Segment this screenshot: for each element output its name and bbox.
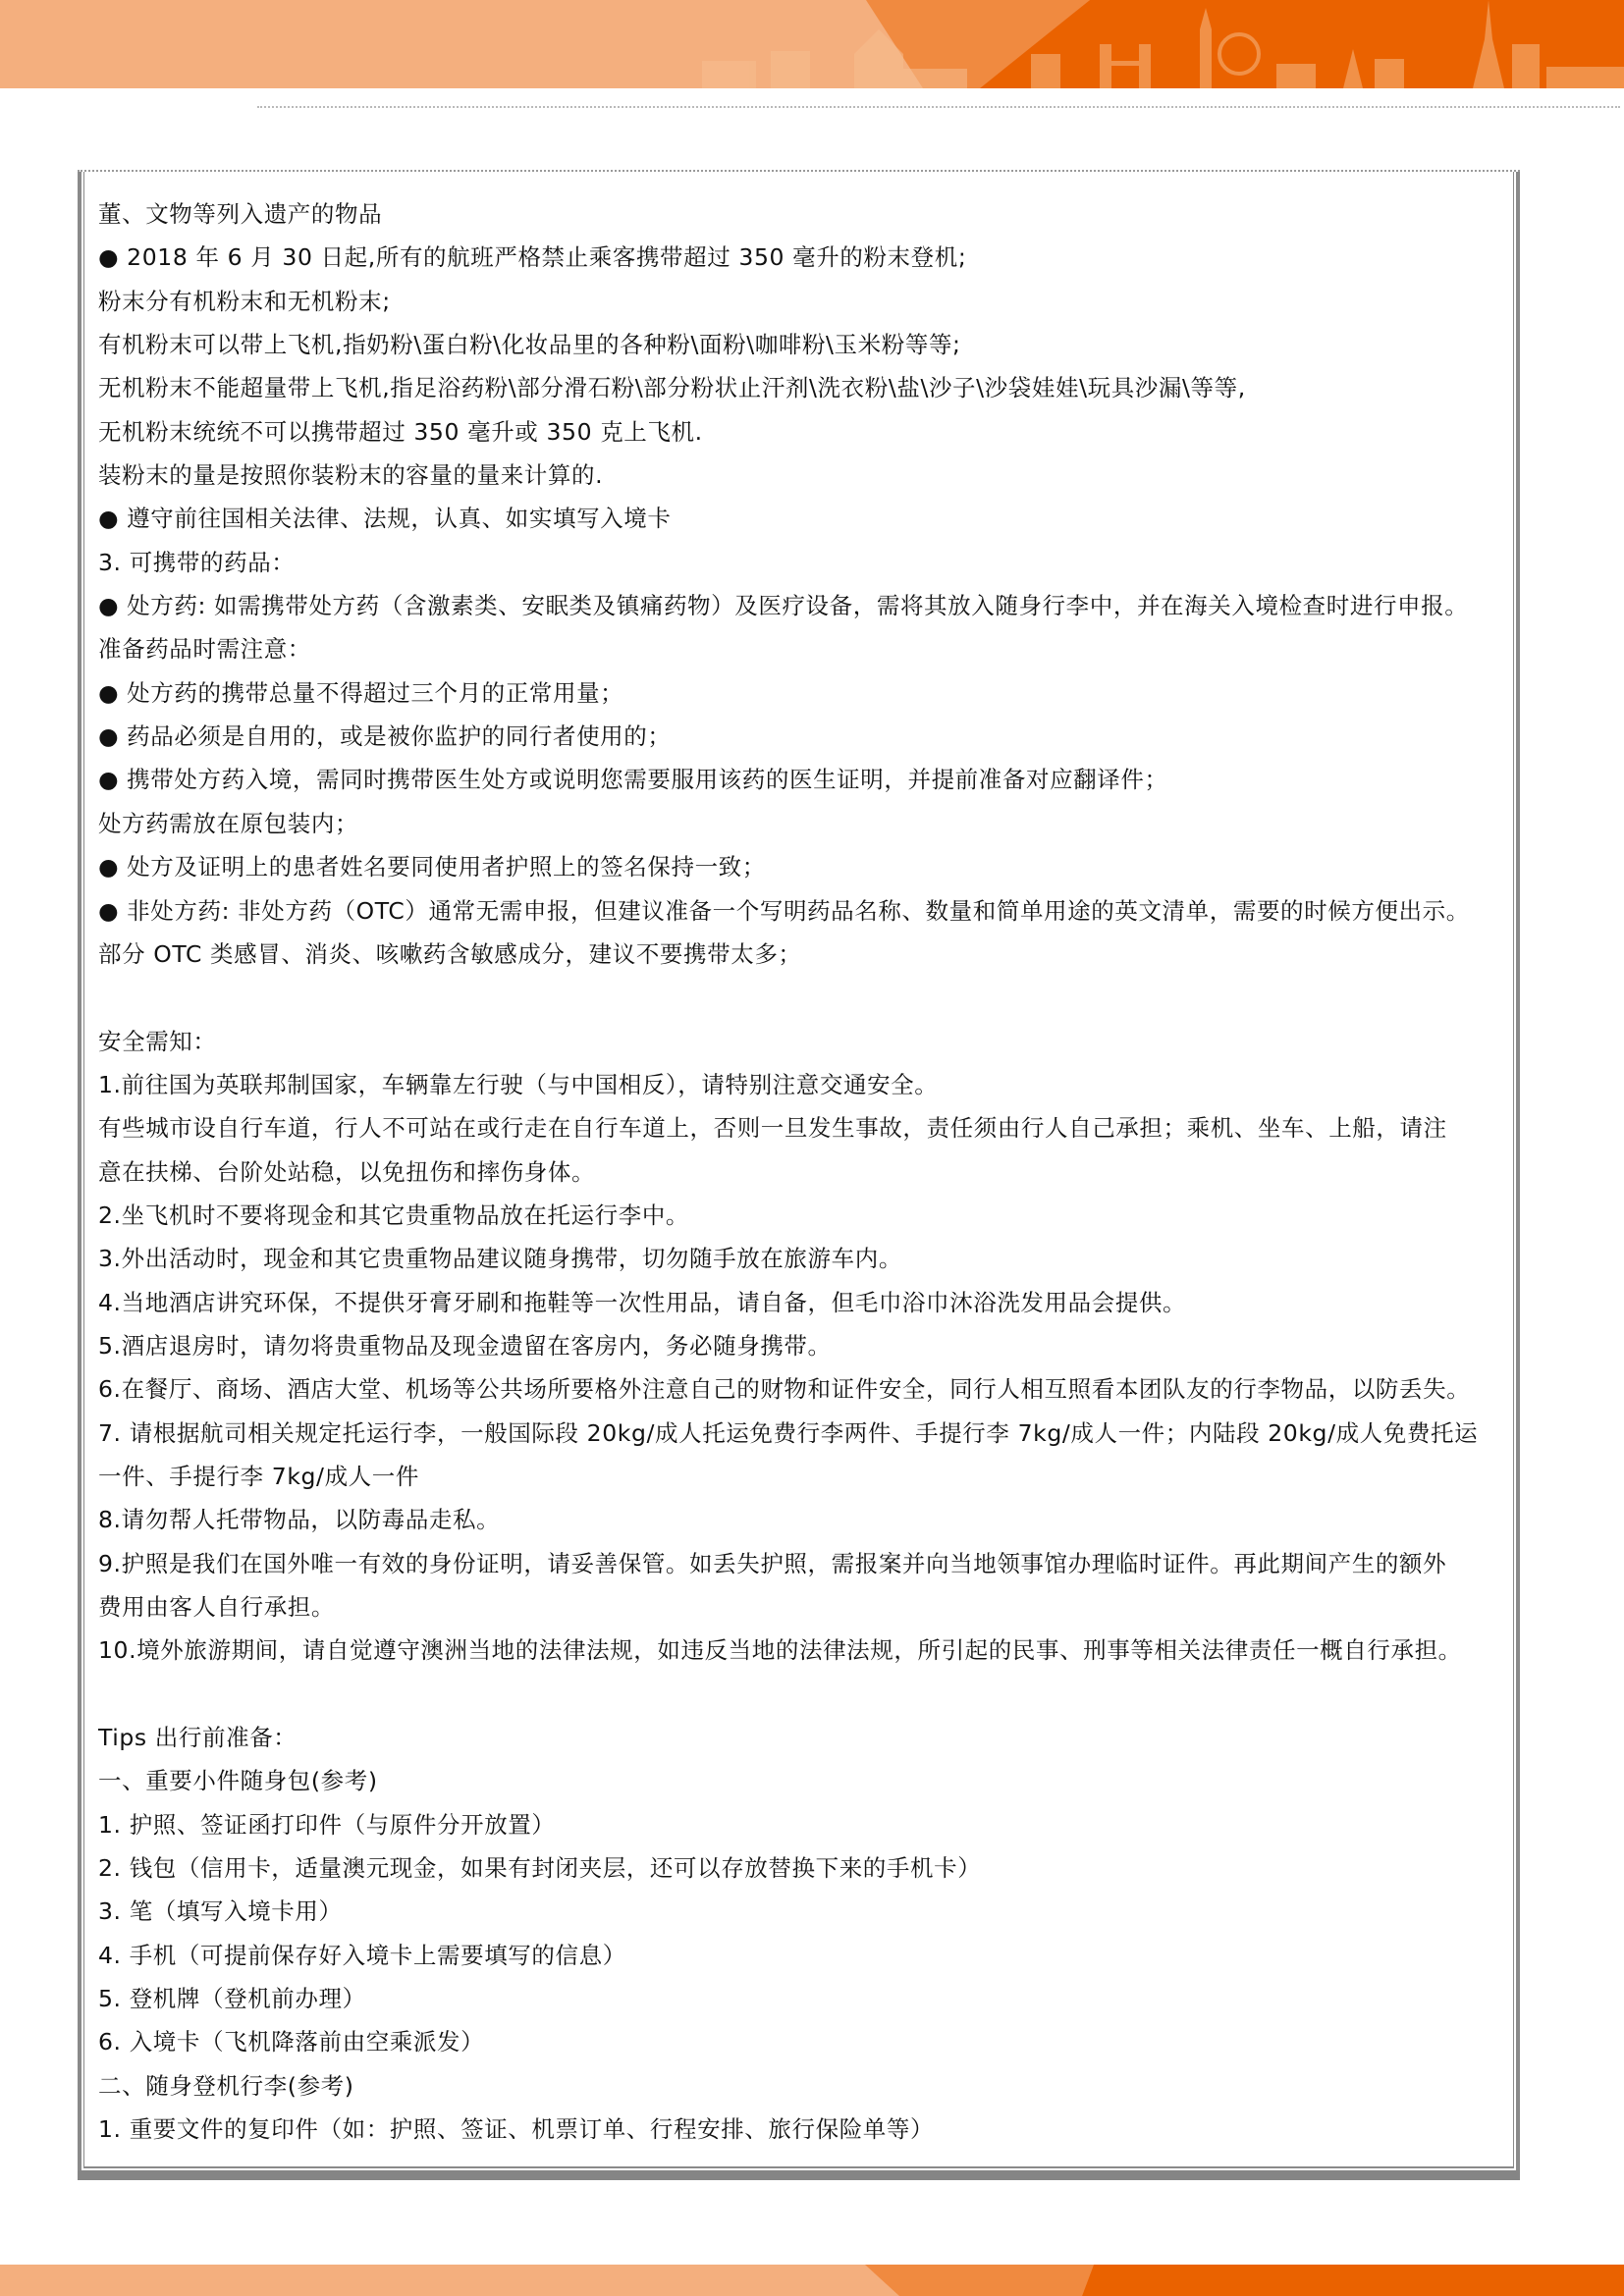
text-line: ● 处方及证明上的患者姓名要同使用者护照上的签名保持一致； — [98, 853, 766, 881]
frame-right-inner-border — [1513, 172, 1514, 2168]
text-line: 粉末分有机粉末和无机粉末; — [98, 287, 391, 315]
text-line: 9.护照是我们在国外唯一有效的身份证明，请妥善保管。如丢失护照，需报案并向当地领事馆办理临时证件。再此期间产生的额外 — [98, 1549, 1447, 1577]
document-body — [98, 192, 1512, 2151]
text-line: 二、随身登机行李(参考) — [98, 2071, 354, 2100]
text-line: 1. 护照、签证函打印件（与原件分开放置） — [98, 1810, 556, 1839]
text-line: 1.前往国为英联邦制国家，车辆靠左行驶（与中国相反），请特别注意交通安全。 — [98, 1070, 939, 1098]
text-line: 3. 笔（填写入境卡用） — [98, 1897, 343, 1926]
text-line: 3.外出活动时，现金和其它贵重物品建议随身携带，切勿随手放在旅游车内。 — [98, 1245, 902, 1273]
frame-left-inner-border — [83, 172, 84, 2168]
blank-line — [98, 976, 1512, 1019]
frame-bottom-inner-border — [83, 2166, 1514, 2168]
footer-banner — [0, 2265, 1624, 2296]
text-line: 2.坐飞机时不要将现金和其它贵重物品放在托运行李中。 — [98, 1201, 690, 1229]
text-line: 装粉末的量是按照你装粉末的容量的量来计算的. — [98, 461, 604, 490]
text-line: 无机粉末统统不可以携带超过 350 毫升或 350 克上飞机. — [98, 417, 703, 446]
text-line: ● 遵守前往国相关法律、法规，认真、如实填写入境卡 — [98, 505, 672, 533]
text-line: 2. 钱包（信用卡，适量澳元现金，如果有封闭夹层，还可以存放替换下来的手机卡） — [98, 1854, 982, 1883]
text-line: 部分 OTC 类感冒、消炎、咳嗽药含敏感成分，建议不要携带太多； — [98, 939, 802, 968]
text-line: 6.在餐厅、商场、酒店大堂、机场等公共场所要格外注意自己的财物和证件安全，同行人相互照看本团队友的行李物品，以防丢失。 — [98, 1375, 1471, 1404]
text-line: ● 药品必须是自用的，或是被你监护的同行者使用的； — [98, 722, 672, 751]
text-line: 一件、手提行李 7kg/成人一件 — [98, 1462, 419, 1490]
text-line: 一、重要小件随身包(参考) — [98, 1767, 378, 1795]
blank-line — [98, 1673, 1512, 1716]
text-line: 有机粉末可以带上飞机,指奶粉\蛋白粉\化妆品里的各种粉\面粉\咖啡粉\玉米粉等等; — [98, 331, 961, 359]
text-line: 6. 入境卡（飞机降落前由空乘派发） — [98, 2028, 485, 2056]
text-line: ● 非处方药: 非处方药（OTC）通常无需申报，但建议准备一个写明药品名称、数量和简单用途的英文清单，需要的时候方便出示。 — [98, 896, 1470, 925]
text-line: 处方药需放在原包装内； — [98, 809, 359, 837]
text-line: ● 携带处方药入境，需同时携带医生处方或说明您需要服用该药的医生证明，并提前准备对应翻译件； — [98, 766, 1168, 794]
text-line: 10.境外旅游期间，请自觉遵守澳洲当地的法律法规，如违反当地的法律法规，所引起的民事、刑事等相关法律责任一概自行承担。 — [98, 1636, 1462, 1665]
text-line: 安全需知： — [98, 1027, 217, 1055]
text-line: ● 处方药: 如需携带处方药（含激素类、安眠类及镇痛药物）及医疗设备，需将其放入随身行李中，并在海关入境检查时进行申报。 — [98, 592, 1469, 620]
text-line: 董、文物等列入遗产的物品 — [98, 200, 383, 228]
text-line: 5.酒店退房时，请勿将贵重物品及现金遗留在客房内，务必随身携带。 — [98, 1331, 832, 1360]
header-divider — [257, 106, 1620, 108]
text-line: 无机粉末不能超量带上飞机,指足浴药粉\部分滑石粉\部分粉状止汗剂\洗衣粉\盐\沙子\沙袋娃娃\玩具沙漏\等等, — [98, 374, 1246, 402]
frame-bottom-shadow — [78, 2170, 1520, 2180]
footer-stripe-graphic — [0, 2265, 1624, 2296]
text-line: ● 处方药的携带总量不得超过三个月的正常用量； — [98, 678, 624, 707]
frame-right-border — [1516, 172, 1520, 2180]
text-line: 5. 登机牌（登机前办理） — [98, 1985, 366, 2013]
frame-left-border — [78, 172, 81, 2180]
text-line: ● 2018 年 6 月 30 日起,所有的航班严格禁止乘客携带超过 350 毫升的粉末登机; — [98, 243, 967, 272]
text-line: 意在扶梯、台阶处站稳，以免扭伤和摔伤身体。 — [98, 1157, 596, 1186]
text-line: Tips 出行前准备： — [98, 1724, 298, 1752]
text-line: 4. 手机（可提前保存好入境卡上需要填写的信息） — [98, 1941, 626, 1969]
skyline-banner-graphic — [0, 0, 1624, 88]
header-banner — [0, 0, 1624, 88]
text-line: 3. 可携带的药品： — [98, 548, 296, 576]
text-line: 准备药品时需注意： — [98, 635, 311, 664]
text-line: 有些城市设自行车道，行人不可站在或行走在自行车道上，否则一旦发生事故，责任须由行人自己承担；乘机、坐车、上船，请注 — [98, 1114, 1447, 1143]
text-line: 1. 重要文件的复印件（如：护照、签证、机票订单、行程安排、旅行保险单等） — [98, 2115, 935, 2144]
text-line: 费用由客人自行承担。 — [98, 1593, 335, 1621]
text-line: 4.当地酒店讲究环保，不提供牙膏牙刷和拖鞋等一次性用品，请自备，但毛巾浴巾沐浴洗发用品会提供。 — [98, 1288, 1187, 1316]
text-line: 8.请勿帮人托带物品，以防毒品走私。 — [98, 1506, 501, 1534]
text-line: 7. 请根据航司相关规定托运行李，一般国际段 20kg/成人托运免费行李两件、手提行李 7kg/成人一件；内陆段 20kg/成人免费托运 — [98, 1418, 1479, 1447]
